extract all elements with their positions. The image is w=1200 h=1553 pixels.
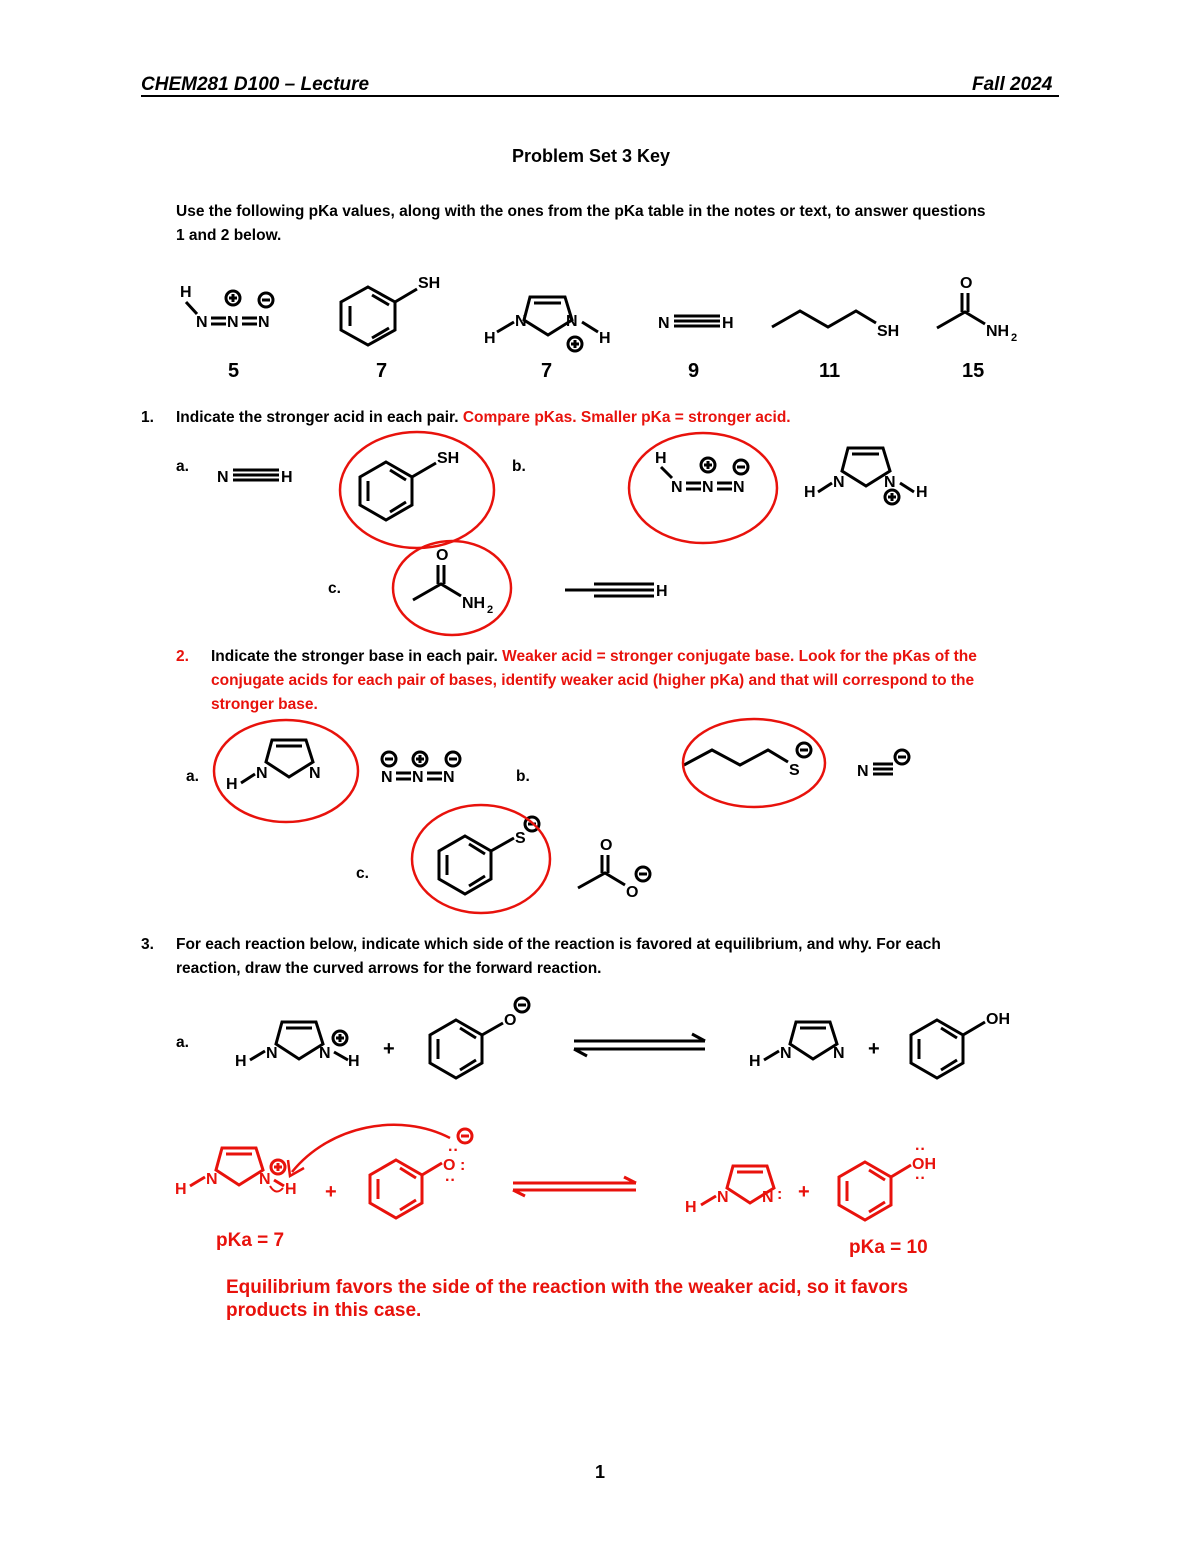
q1-label-b: b. — [512, 458, 526, 475]
svg-text:··: ·· — [915, 1141, 926, 1158]
svg-text:H: H — [749, 1053, 761, 1070]
svg-text:O: O — [504, 1012, 517, 1029]
pka-imidazolium: 7 — [541, 360, 553, 382]
page-number: 1 — [595, 1462, 606, 1482]
svg-text:··: ·· — [448, 1142, 459, 1159]
svg-text:2: 2 — [487, 604, 494, 616]
svg-text:S: S — [789, 762, 800, 779]
svg-text:··: ·· — [915, 1170, 926, 1187]
q1-label-c: c. — [328, 580, 341, 597]
svg-text:H: H — [285, 1181, 297, 1198]
intro-line-2: 1 and 2 below. — [176, 227, 282, 244]
svg-text:··: ·· — [445, 1172, 456, 1189]
q2-answer-2: conjugate acids for each pair of bases, identify weaker acid (higher pKa) and that will correspond to the — [211, 672, 975, 689]
q1-label-a: a. — [176, 458, 189, 475]
pka-left-label: pKa = 7 — [216, 1230, 285, 1251]
q2-answer-1: Weaker acid = stronger conjugate base. Look for the pKas of the — [502, 648, 977, 665]
svg-text:N: N — [671, 479, 683, 496]
pka-right-label: pKa = 10 — [849, 1237, 928, 1258]
svg-text:OH: OH — [912, 1156, 936, 1173]
svg-text:SH: SH — [877, 323, 900, 340]
svg-text:+: + — [868, 1038, 880, 1060]
q1-prompt: Indicate the stronger acid in each pair. — [176, 409, 459, 426]
q2-label-c: c. — [356, 865, 369, 882]
svg-text:S: S — [515, 830, 526, 847]
pka-thiophenol: 7 — [376, 360, 388, 382]
q2-number: 2. — [176, 648, 189, 665]
conclusion-line-2: products in this case. — [226, 1300, 422, 1321]
pka-butanethiol: 11 — [819, 360, 841, 382]
intro-line-1: Use the following pKa values, along with the ones from the pKa table in the notes or text, to answer questions — [176, 203, 986, 220]
svg-text:O: O — [960, 275, 973, 292]
q2-answer-3: stronger base. — [211, 696, 318, 713]
svg-text:SH: SH — [437, 450, 460, 467]
q3-prompt-1: For each reaction below, indicate which side of the reaction is favored at equilibrium, and why. For each — [176, 936, 941, 953]
svg-text:H: H — [916, 484, 928, 501]
svg-text:O: O — [436, 547, 449, 564]
q2-prompt: Indicate the stronger base in each pair. — [211, 648, 498, 665]
svg-text:N: N — [412, 769, 424, 786]
svg-text:N: N — [258, 314, 270, 331]
svg-text:N: N — [833, 474, 845, 491]
svg-text:N: N — [717, 1189, 729, 1206]
svg-text::: : — [460, 1157, 466, 1174]
svg-text:NH: NH — [462, 595, 486, 612]
svg-text:H: H — [484, 330, 496, 347]
svg-text:N: N — [702, 479, 714, 496]
svg-text:N: N — [762, 1189, 774, 1206]
svg-text:H: H — [804, 484, 816, 501]
svg-text:H: H — [685, 1199, 697, 1216]
q2-label-b: b. — [516, 768, 530, 785]
svg-text:N: N — [515, 313, 527, 330]
svg-text:H: H — [722, 315, 734, 332]
pka-hydrazoic-acid: 5 — [228, 360, 240, 382]
pka-hcn: 9 — [688, 360, 700, 382]
svg-text:H: H — [599, 330, 611, 347]
svg-text:O: O — [443, 1157, 456, 1174]
svg-text:H: H — [281, 469, 293, 486]
svg-text:H: H — [655, 450, 667, 467]
svg-text:H: H — [235, 1053, 247, 1070]
svg-text:N: N — [206, 1171, 218, 1188]
svg-text:O: O — [626, 884, 639, 901]
svg-text:H: H — [348, 1053, 360, 1070]
q1-answer: Compare pKas. Smaller pKa = stronger acid. — [462, 409, 791, 426]
svg-text:N: N — [733, 479, 745, 496]
svg-text:N: N — [857, 763, 869, 780]
svg-text:H: H — [180, 284, 192, 301]
svg-text:N: N — [658, 315, 670, 332]
svg-text:H: H — [175, 1181, 187, 1198]
svg-text:N: N — [566, 313, 578, 330]
svg-text::: : — [777, 1186, 783, 1203]
svg-text:N: N — [266, 1045, 278, 1062]
svg-text:N: N — [884, 474, 896, 491]
q1-number: 1. — [141, 409, 154, 426]
svg-text:+: + — [383, 1038, 395, 1060]
q3-number: 3. — [141, 936, 154, 953]
svg-text:2: 2 — [1011, 332, 1018, 344]
svg-text:N: N — [256, 765, 268, 782]
q2-label-a: a. — [186, 768, 199, 785]
svg-text:H: H — [226, 776, 238, 793]
svg-text:N: N — [196, 314, 208, 331]
page-title: Problem Set 3 Key — [512, 146, 671, 166]
pka-acetamide: 15 — [962, 360, 985, 382]
svg-text:N: N — [443, 769, 455, 786]
svg-text:N: N — [319, 1045, 331, 1062]
q3-prompt-2: reaction, draw the curved arrows for the forward reaction. — [176, 960, 602, 977]
svg-text:H: H — [656, 583, 668, 600]
conclusion-line-1: Equilibrium favors the side of the reaction with the weaker acid, so it favors — [226, 1277, 909, 1298]
term-header: Fall 2024 — [972, 74, 1053, 95]
q3-label-a: a. — [176, 1034, 189, 1051]
svg-text:+: + — [325, 1181, 337, 1203]
svg-text:N: N — [833, 1045, 845, 1062]
course-header: CHEM281 D100 – Lecture — [141, 74, 370, 95]
svg-text:N: N — [217, 469, 229, 486]
svg-text:OH: OH — [986, 1011, 1010, 1028]
svg-text:N: N — [259, 1171, 271, 1188]
svg-text:N: N — [780, 1045, 792, 1062]
svg-text:SH: SH — [418, 275, 441, 292]
svg-text:O: O — [600, 837, 613, 854]
svg-text:N: N — [309, 765, 321, 782]
svg-text:NH: NH — [986, 323, 1010, 340]
svg-text:N: N — [381, 769, 393, 786]
svg-text:N: N — [227, 314, 239, 331]
svg-text:+: + — [798, 1181, 810, 1203]
